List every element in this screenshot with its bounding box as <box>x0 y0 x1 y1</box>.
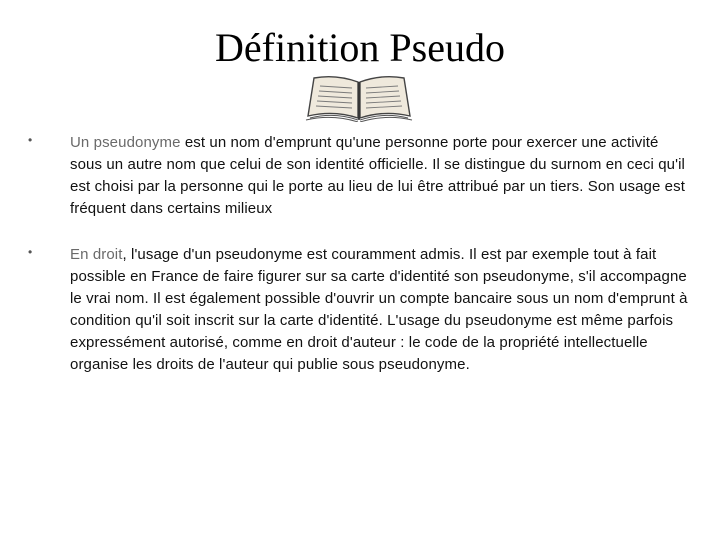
bullet-marker: • <box>28 245 33 259</box>
bullet-marker: • <box>28 133 33 147</box>
bullet-term-link[interactable]: En droit <box>70 246 123 263</box>
bullet-text: est un nom d'emprunt qu'une personne porte pour exercer une activité sous un autre nom que celui de son identité officielle. Il se distingue du surnom en ceci qu'il est choisi par la personne qui le porte au lieu de lui être attribué par un tiers. Son usage est fréquent dans certains milieux <box>70 134 685 217</box>
bullet-item-pseudonyme <box>28 132 688 220</box>
slide-title: Définition Pseudo <box>215 25 505 70</box>
bullet-paragraph <box>70 132 688 220</box>
bullet-item-en-droit <box>28 244 688 376</box>
bullet-list <box>28 132 688 400</box>
bullet-term-link[interactable]: Un pseudonyme <box>70 134 181 151</box>
open-book-icon <box>300 72 418 122</box>
bullet-paragraph <box>70 244 688 376</box>
bullet-text: , l'usage d'un pseudonyme est couramment admis. Il est par exemple tout à fait possible en France de faire figurer sur sa carte d'identité son pseudonyme, s'il accompagne le vrai nom. Il est également possible d'ouvrir un compte bancaire sous un nom d'emprunt à condition qu'il soit inscrit sur la carte d'identité. L'usage du pseudonyme est même parfois expressément autorisé, comme en droit d'auteur : le code de la propriété intellectuelle organise les droits de l'auteur qui publie sous pseudonyme. <box>70 246 688 373</box>
